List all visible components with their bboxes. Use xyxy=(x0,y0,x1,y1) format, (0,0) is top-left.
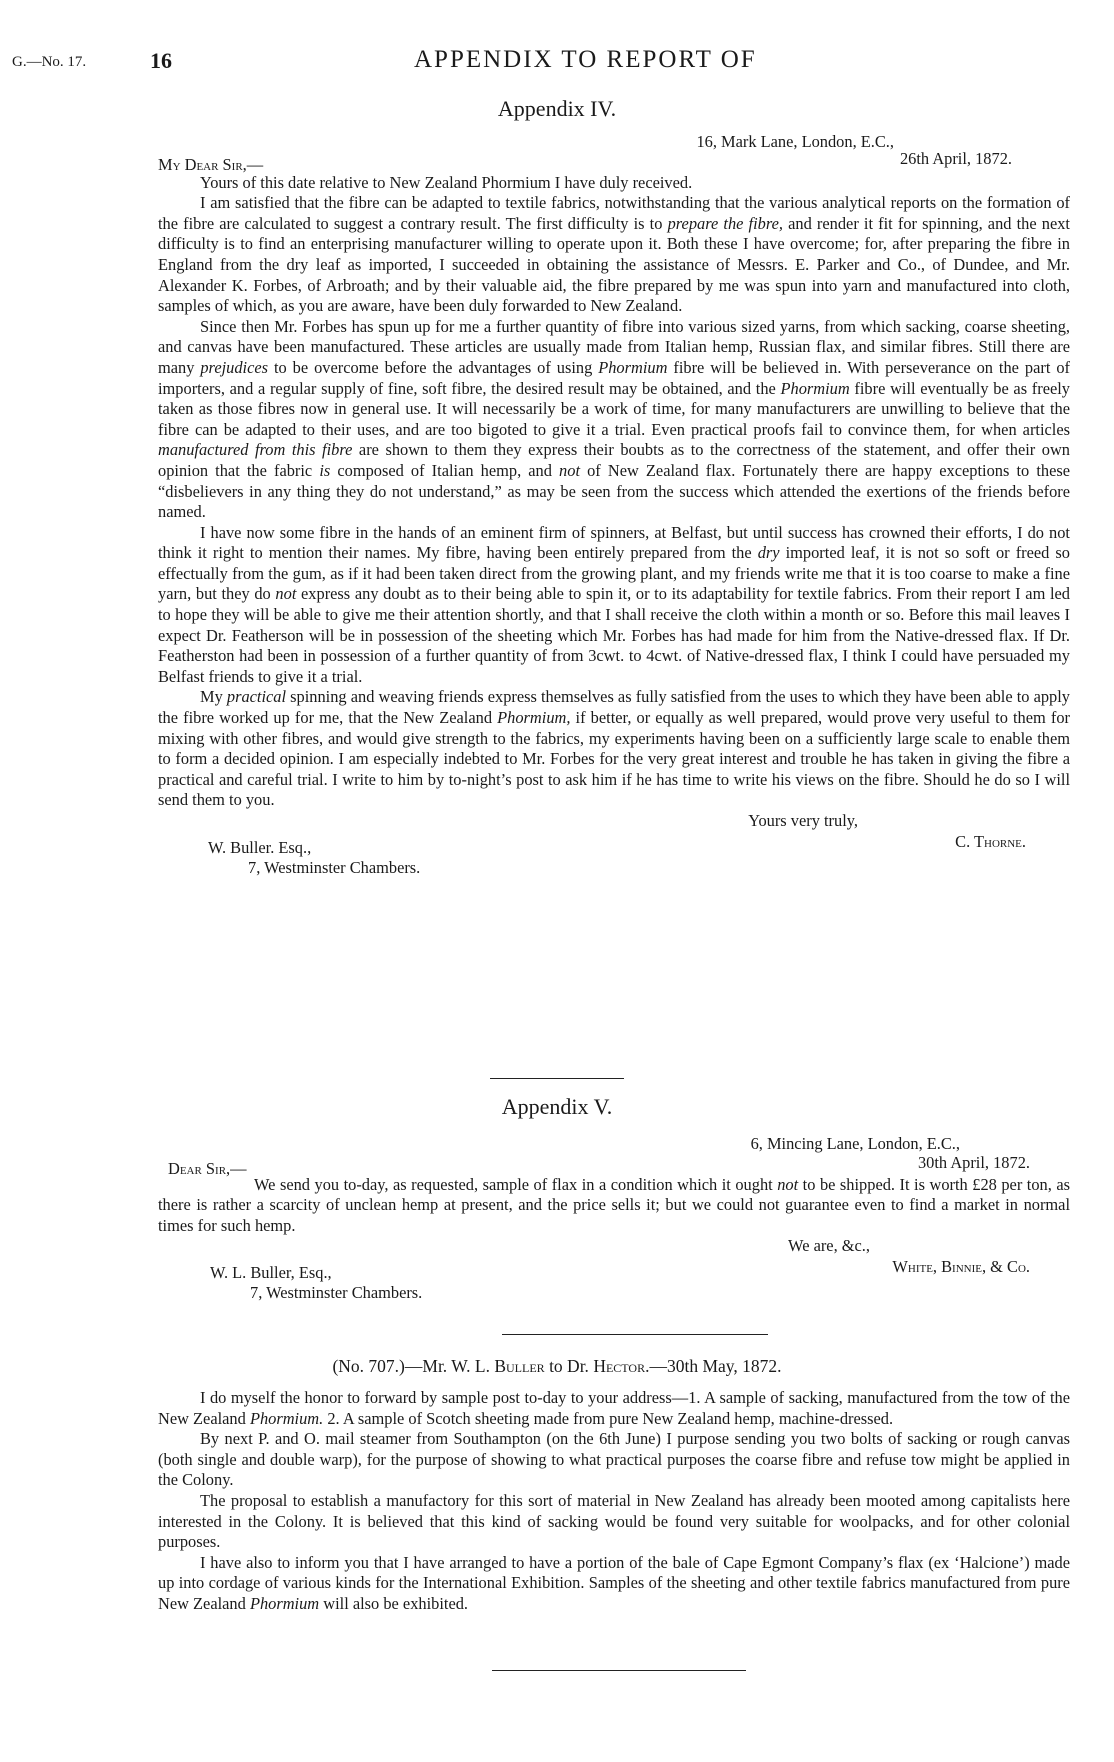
signature: White, Binnie, & Co. xyxy=(892,1256,1030,1276)
section-divider xyxy=(502,1334,768,1335)
letter-paragraph xyxy=(158,1491,1070,1553)
appendix-v-letter xyxy=(158,1134,1070,1304)
sender-address: 16, Mark Lane, London, E.C., xyxy=(696,132,894,151)
heading-text: (No. 707.)—Mr. W. L. xyxy=(332,1356,495,1376)
letter-closing: Yours very truly, xyxy=(748,811,858,830)
paragraph-text: I do myself the honor to forward by sample post to-day to your address—1. A sample of sacking, manufactured from the tow of the New Zealand xyxy=(158,1388,1070,1428)
letter-paragraph xyxy=(158,317,1070,523)
italic-text: prejudices xyxy=(200,357,269,377)
date-salutation-row xyxy=(158,148,1070,174)
italic-text: Phormium xyxy=(780,378,850,398)
series-number: G.—No. 17. xyxy=(12,54,87,70)
italic-text: Phormium, xyxy=(497,708,571,728)
running-title: APPENDIX TO REPORT OF xyxy=(414,46,757,73)
appendix-iv-letter xyxy=(158,132,1070,878)
paragraph-text: fibre will eventually be as freely taken as those fibres now in general use. It will necessarily be a work of time, for many manufacturers are unwilling to believe that the fibre can be adapted to their uses, and are too bigoted to give it a trial. Even practical proofs fail to convince them, for when articles xyxy=(158,378,1070,439)
heading-text: .—30th May, 1872. xyxy=(645,1356,782,1376)
recipient-address: 7, Westminster Chambers. xyxy=(250,1282,423,1302)
italic-text: Phormium. xyxy=(249,1408,324,1428)
section-divider xyxy=(490,1078,624,1079)
heading-name: Buller xyxy=(494,1356,545,1376)
paragraph-text: and render it fit for spinning, and the next difficulty is to find an enterprising manufacturer willing to operate upon it. Both these I have overcome; for, after preparing the fibre in England from the dry leaf as imported, I succeeded in obtaining the assistance of Messrs. E. Parker and Co., of Dundee, and Mr. Alexander K. Forbes, of Arbroath; and by their valuable aid, the fibre prepared by me was spun into yarn and manufactured into cloth, samples of which, as you are aware, have been duly forwarded to New Zealand. xyxy=(158,213,1070,316)
letter-paragraph xyxy=(158,1388,1070,1429)
paragraph-text: if better, or equally as well prepared, would prove very useful to them for mixing with other fibres, and would give strength to the fabrics, my experiments having been on a sufficiently large scale to enable them to form a decided opinion. I am especially indebted to Mr. Forbes for the very great interest and trouble he has taken in giving the fibre a practical and careful trial. I write to him by to-night’s post to ask him if he has time to write his views on the fibre. Should he do so I will send them to you. xyxy=(158,708,1070,810)
paragraph-text: Yours of this date relative to New Zealand Phormium I have duly received. xyxy=(200,172,693,192)
heading-text: to Dr. xyxy=(544,1356,594,1376)
paragraph-text: will also be exhibited. xyxy=(319,1593,469,1613)
paragraph-text: I have now some fibre in the hands of an eminent firm of spinners, at Belfast, but until success has crowned their efforts, I do not think it right to mention their names. My fibre, having been entirely prepared from the xyxy=(158,522,1070,563)
paragraph-text: to be shipped. It is worth £28 per ton, as there is rather a scarcity of unclean hemp at present, and the price sells it; but we could not guarantee even to find a market in normal times for such hemp. xyxy=(158,1174,1070,1235)
italic-text: not xyxy=(275,584,297,604)
paragraph-text: The proposal to establish a manufactory for this sort of material in New Zealand has already been mooted among capitalists here interested in the Colony. It is believed that this kind of sacking would be found very suitable for woolpacks, and for other colonial purposes. xyxy=(158,1490,1070,1552)
paragraph-text: express any doubt as to their being able to spin it, or to its adaptability for textile fabrics. From their report I am led to hope they will be able to give me their attention shortly, and that I shall receive the cloth within a month or so. Before this mail leaves I expect Dr. Featherson will be in possession of the sheeting which Mr. Forbes has had made for him from the Native-dressed flax. If Dr. Featherston had been in possession of a further quantity of from 3cwt. to 4cwt. of Native-dressed flax, I think I could have persuaded my Belfast friends to give it a trial. xyxy=(158,584,1071,686)
paragraph-text: of New Zealand flax. Fortunately there are happy exceptions to these “disbelievers in any thing they do not understand,” as may be seen from the success which attended the exertions of the friends before named. xyxy=(158,460,1071,522)
salutation: Dear Sir,— xyxy=(168,1158,247,1178)
sender-address: 6, Mincing Lane, London, E.C., xyxy=(750,1134,960,1153)
italic-text: not xyxy=(559,460,580,480)
signature: C. Thorne. xyxy=(955,831,1026,851)
paragraph-text: composed of Italian hemp, and xyxy=(330,460,560,480)
italic-text: practical xyxy=(226,687,287,707)
italic-text: Phormium xyxy=(598,357,668,377)
letter-paragraph xyxy=(158,1175,1070,1237)
salutation: My Dear Sir,— xyxy=(158,154,264,174)
heading-name: Hector xyxy=(593,1356,646,1376)
italic-text: Phormium xyxy=(249,1593,320,1613)
paragraph-text: fibre will be believed in. With perseverance on the part of importers, and a regular supply of fine, soft fibre, the desired result may be obtained, and the xyxy=(158,357,1070,398)
letter-date: 26th April, 1872. xyxy=(899,148,1012,168)
recipient-address: 7, Westminster Chambers. xyxy=(248,857,421,877)
italic-text: dry xyxy=(757,543,780,563)
date-salutation-row xyxy=(158,1152,1070,1178)
section-divider xyxy=(492,1670,746,1671)
signature-row xyxy=(158,1256,1070,1282)
appendix-v-heading: Appendix V. xyxy=(501,1094,613,1119)
paragraph-text: are shown to them they express their boubts as to the correctness of the statement, and offer their own opinion that the fabric xyxy=(158,440,1070,480)
italic-text: manufactured from this fibre xyxy=(158,440,353,460)
letter-paragraph xyxy=(158,687,1070,811)
paragraph-text: to be overcome before the advantages of using xyxy=(268,357,599,377)
page-number: 16 xyxy=(150,48,172,73)
letter-paragraph xyxy=(158,193,1070,317)
letter-707-heading xyxy=(0,1356,1114,1377)
letter-paragraph xyxy=(158,1429,1070,1491)
letter-paragraph xyxy=(158,523,1070,688)
letter-paragraph xyxy=(158,1553,1070,1615)
appendix-iv-heading: Appendix IV. xyxy=(497,96,617,121)
paragraph-text: 2. A sample of Scotch sheeting made from pure New Zealand hemp, machine-dressed. xyxy=(323,1408,894,1428)
letter-paragraph xyxy=(158,173,1070,194)
recipient-name: W. L. Buller, Esq., xyxy=(210,1262,332,1282)
paragraph-text: Since then Mr. Forbes has spun up for me a further quantity of fibre into various sized yarns, from which sacking, coarse sheeting, and canvas have been manufactured. These articles are usually made from Italian hemp, Russian flax, and similar fibres. Still there are many xyxy=(158,316,1070,377)
italic-text: not xyxy=(777,1174,799,1194)
italic-text: prepare the fibre, xyxy=(667,213,783,233)
paragraph-text: I am satisfied that the fibre can be adapted to textile fabrics, notwithstanding that the various analytical reports on the formation of the fibre are calculated to suggest a contrary result. The first difficulty is to xyxy=(158,193,1070,233)
letter-707-body xyxy=(158,1388,1070,1615)
signature-row xyxy=(158,831,1070,857)
running-header xyxy=(0,46,1114,76)
paragraph-text: By next P. and O. mail steamer from Southampton (on the 6th June) I purpose sending you two bolts of sacking or rough canvas (both single and double warp), for the purpose of showing to what practical purposes the coarse fibre and refuse tow might be applied in the Colony. xyxy=(158,1429,1070,1490)
letter-closing: We are, &c., xyxy=(788,1236,870,1256)
paragraph-text: imported leaf, it is not so soft or freed so effectually from the gum, as if it had been taken direct from the growing plant, and my friends write me that it is too coarse to make a fine yarn, but they do xyxy=(158,543,1070,604)
letter-date: 30th April, 1872. xyxy=(917,1152,1030,1172)
paragraph-text: We send you to-day, as requested, sample of flax in a condition which it ought xyxy=(254,1174,778,1194)
paragraph-text: My xyxy=(200,687,227,707)
recipient-name: W. Buller. Esq., xyxy=(208,837,312,857)
italic-text: is xyxy=(319,460,331,480)
paragraph-text: I have also to inform you that I have arranged to have a portion of the bale of Cape Egmont Company’s flax (ex ‘Halcione’) made up into cordage of various kinds for the International Exhibition. Samples of the sheeting and other textile fabrics manufactured from pure New Zealand xyxy=(158,1552,1070,1613)
paragraph-text: spinning and weaving friends express themselves as fully satisfied from the uses to which they have been able to apply the fibre worked up for me, that the New Zealand xyxy=(158,687,1070,728)
